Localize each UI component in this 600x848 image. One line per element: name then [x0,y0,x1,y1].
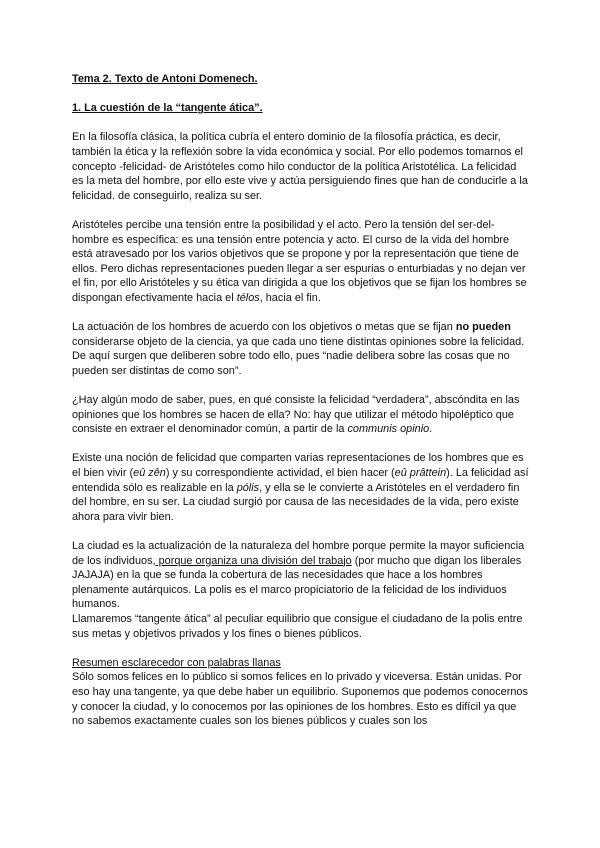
paragraph-5-text-a: Existe una noción de felicidad que comparten varias representaciones de los hombres que es el bien vivir ( [72,452,524,480]
paragraph-3-text-end: considerarse objeto de la ciencia, ya que cada uno tiene distintas opiniones sobre la felicidad. De aquí surgen que deliberen sobre todo ello, pues “nadie delibera sobre las cosas que no pueden ser distintas de como son”. [72,335,525,377]
document-title: Tema 2. Texto de Antoni Domenech. [72,73,258,85]
paragraph-5-text-d: , y ella se le convierte a Aristóteles en el verdadero fin del hombre, en su ser. La ciudad surgió por causa de las necesidades de la vida, pero existe ahora para vivir bien. [72,481,520,523]
paragraph-6-text: La ciudad es la actualización de la naturaleza del hombre porque permite la mayor suficiencia de los individuos [72,540,525,567]
paragraph-4-text-end: . [429,423,433,436]
paragraph-6 [72,539,530,612]
paragraph-2-text-end: , hacia el fin. [259,291,321,304]
paragraph-3 [72,320,530,378]
paragraph-4-text: ¿Hay algún modo de saber, pues, en qué consiste la felicidad “verdadera”, abscóndita en las opiniones que los hombres se hacen de ella? No: hay que utilizar el método hipoléptico que consiste en extraer el denominador común, a partir de la [72,394,520,436]
paragraph-4-italic: communis opinio [347,423,430,436]
paragraph-7: Llamaremos “tangente ática” al peculiar equilibrio que consigue el ciudadano de la polis entre sus metas y objetivos privados y los fines o bienes públicos. [72,612,523,640]
paragraph-5-italic-b: eû prâttein [394,467,447,480]
paragraph-5-italic-a: eû zên [133,467,166,480]
paragraph-2-italic: télos [236,291,260,304]
summary-paragraph: Sólo somos felices en lo público si somos felices en lo privado y viceversa. Están unidas. Por eso hay una tangente, ya que debe haber un equilibrio. Suponemos que podemos conocernos y conocer la ciudad, y lo conocemos por las opiniones de los hombres. Esto es difícil ya que no sabemos exactamente cuales son los bienes públicos y cuales son los [72,671,528,728]
paragraph-6-text-end: (por mucho que digan los liberales JAJAJA) en la que se funda la cobertura de las necesidades que hace a los hombres plenamente autárquicos. La polis es el marco propiciatorio de la felicidad de los individuos humanos. [72,554,522,611]
paragraph-3-text: La actuación de los hombres de acuerdo con los objetivos o metas que se fijan [72,321,456,334]
paragraph-6-underlined: , porque organiza una división del trabajo [152,554,352,567]
paragraph-5-text-c: ). La felicidad así entendida sólo es realizable en la [72,467,529,494]
paragraph-1: En la filosofía clásica, la política cubría el entero dominio de la filosofía práctica, es decir, también la ética y la reflexión sobre la vida económica y social. Por ello podemos tomarnos el concepto -felicidad- de Aristóteles como hilo conductor de la política Aristotélica. La felicidad es la meta del hombre, por ello este vive y actúa persiguiendo fines que han de conducirle a la felicidad. de conseguirlo, realiza su ser. [72,131,528,202]
paragraph-4 [72,393,530,437]
paragraph-5-italic-c: pólis [236,481,260,494]
paragraph-3-bold: no pueden [455,321,511,334]
paragraph-2 [72,218,530,306]
section-heading: 1. La cuestión de la “tangente ática”. [72,102,263,115]
paragraph-5-text-b: ) y su correspondiente actividad, el bien hacer ( [165,467,395,480]
paragraph-2-text: Aristóteles percibe una tensión entre la posibilidad y el acto. Pero la tensión del ser-del-hombre es específica: es una tensión entre potencia y acto. El curso de la vida del hombre está atravesado por los varios objetivos que se propone y por la representación que tiene de ellos. Pero dichas representaciones pueden llegar a ser espurias o enturbiadas y no dejan ver el fin, por ello Aristóteles y su ética van dirigida a que los objetivos que se fijan los hombres se dispongan efectivamente hacia el [72,218,527,304]
paragraph-5 [72,451,530,524]
summary-heading: Resumen esclarecedor con palabras llanas [72,656,281,669]
